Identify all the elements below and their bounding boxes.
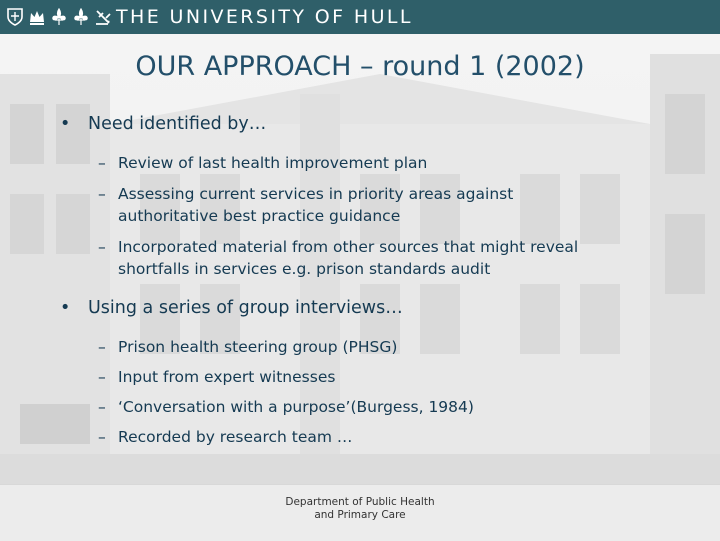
sub-bullet-marker: – <box>98 154 106 172</box>
sub-bullet-text: Assessing current services in priority areas against <box>118 185 514 203</box>
sub-bullet-marker: – <box>98 428 106 446</box>
sub-bullet-text: shortfalls in services e.g. prison standards audit <box>118 260 491 278</box>
fleur-de-lis-icon <box>72 6 90 28</box>
crown-icon <box>28 6 46 28</box>
sub-bullet-text: Prison health steering group (PHSG) <box>118 338 398 356</box>
sub-bullet-text: ‘Conversation with a purpose’(Burgess, 1984) <box>118 398 474 416</box>
sub-bullet-text: Input from expert witnesses <box>118 368 336 386</box>
department-line-2: and Primary Care <box>314 509 406 521</box>
university-name: THE UNIVERSITY OF HULL <box>116 6 413 28</box>
sub-bullet-marker: – <box>98 185 106 203</box>
footer-bar <box>0 484 720 541</box>
bullet-marker: • <box>60 114 71 134</box>
bullet-marker: • <box>60 298 71 318</box>
department-name <box>260 496 460 522</box>
bullet-text: Need identified by… <box>88 114 267 134</box>
sub-bullet-marker: – <box>98 338 106 356</box>
fleur-de-lis-icon <box>50 6 68 28</box>
sub-bullet-marker: – <box>98 398 106 416</box>
sub-bullet-marker: – <box>98 238 106 256</box>
sub-bullet-marker: – <box>98 368 106 386</box>
sub-bullet-text: Incorporated material from other sources that might reveal <box>118 238 579 256</box>
bullet-text: Using a series of group interviews… <box>88 298 403 318</box>
ship-icon <box>94 6 112 28</box>
slide-title: OUR APPROACH – round 1 (2002) <box>135 51 585 82</box>
header-bar <box>0 0 720 34</box>
sub-bullet-text: authoritative best practice guidance <box>118 207 401 225</box>
university-crest <box>6 5 112 29</box>
sub-bullet-text: Review of last health improvement plan <box>118 154 428 172</box>
department-line-1: Department of Public Health <box>285 496 435 508</box>
shield-icon <box>6 6 24 28</box>
sub-bullet-text: Recorded by research team … <box>118 428 353 446</box>
